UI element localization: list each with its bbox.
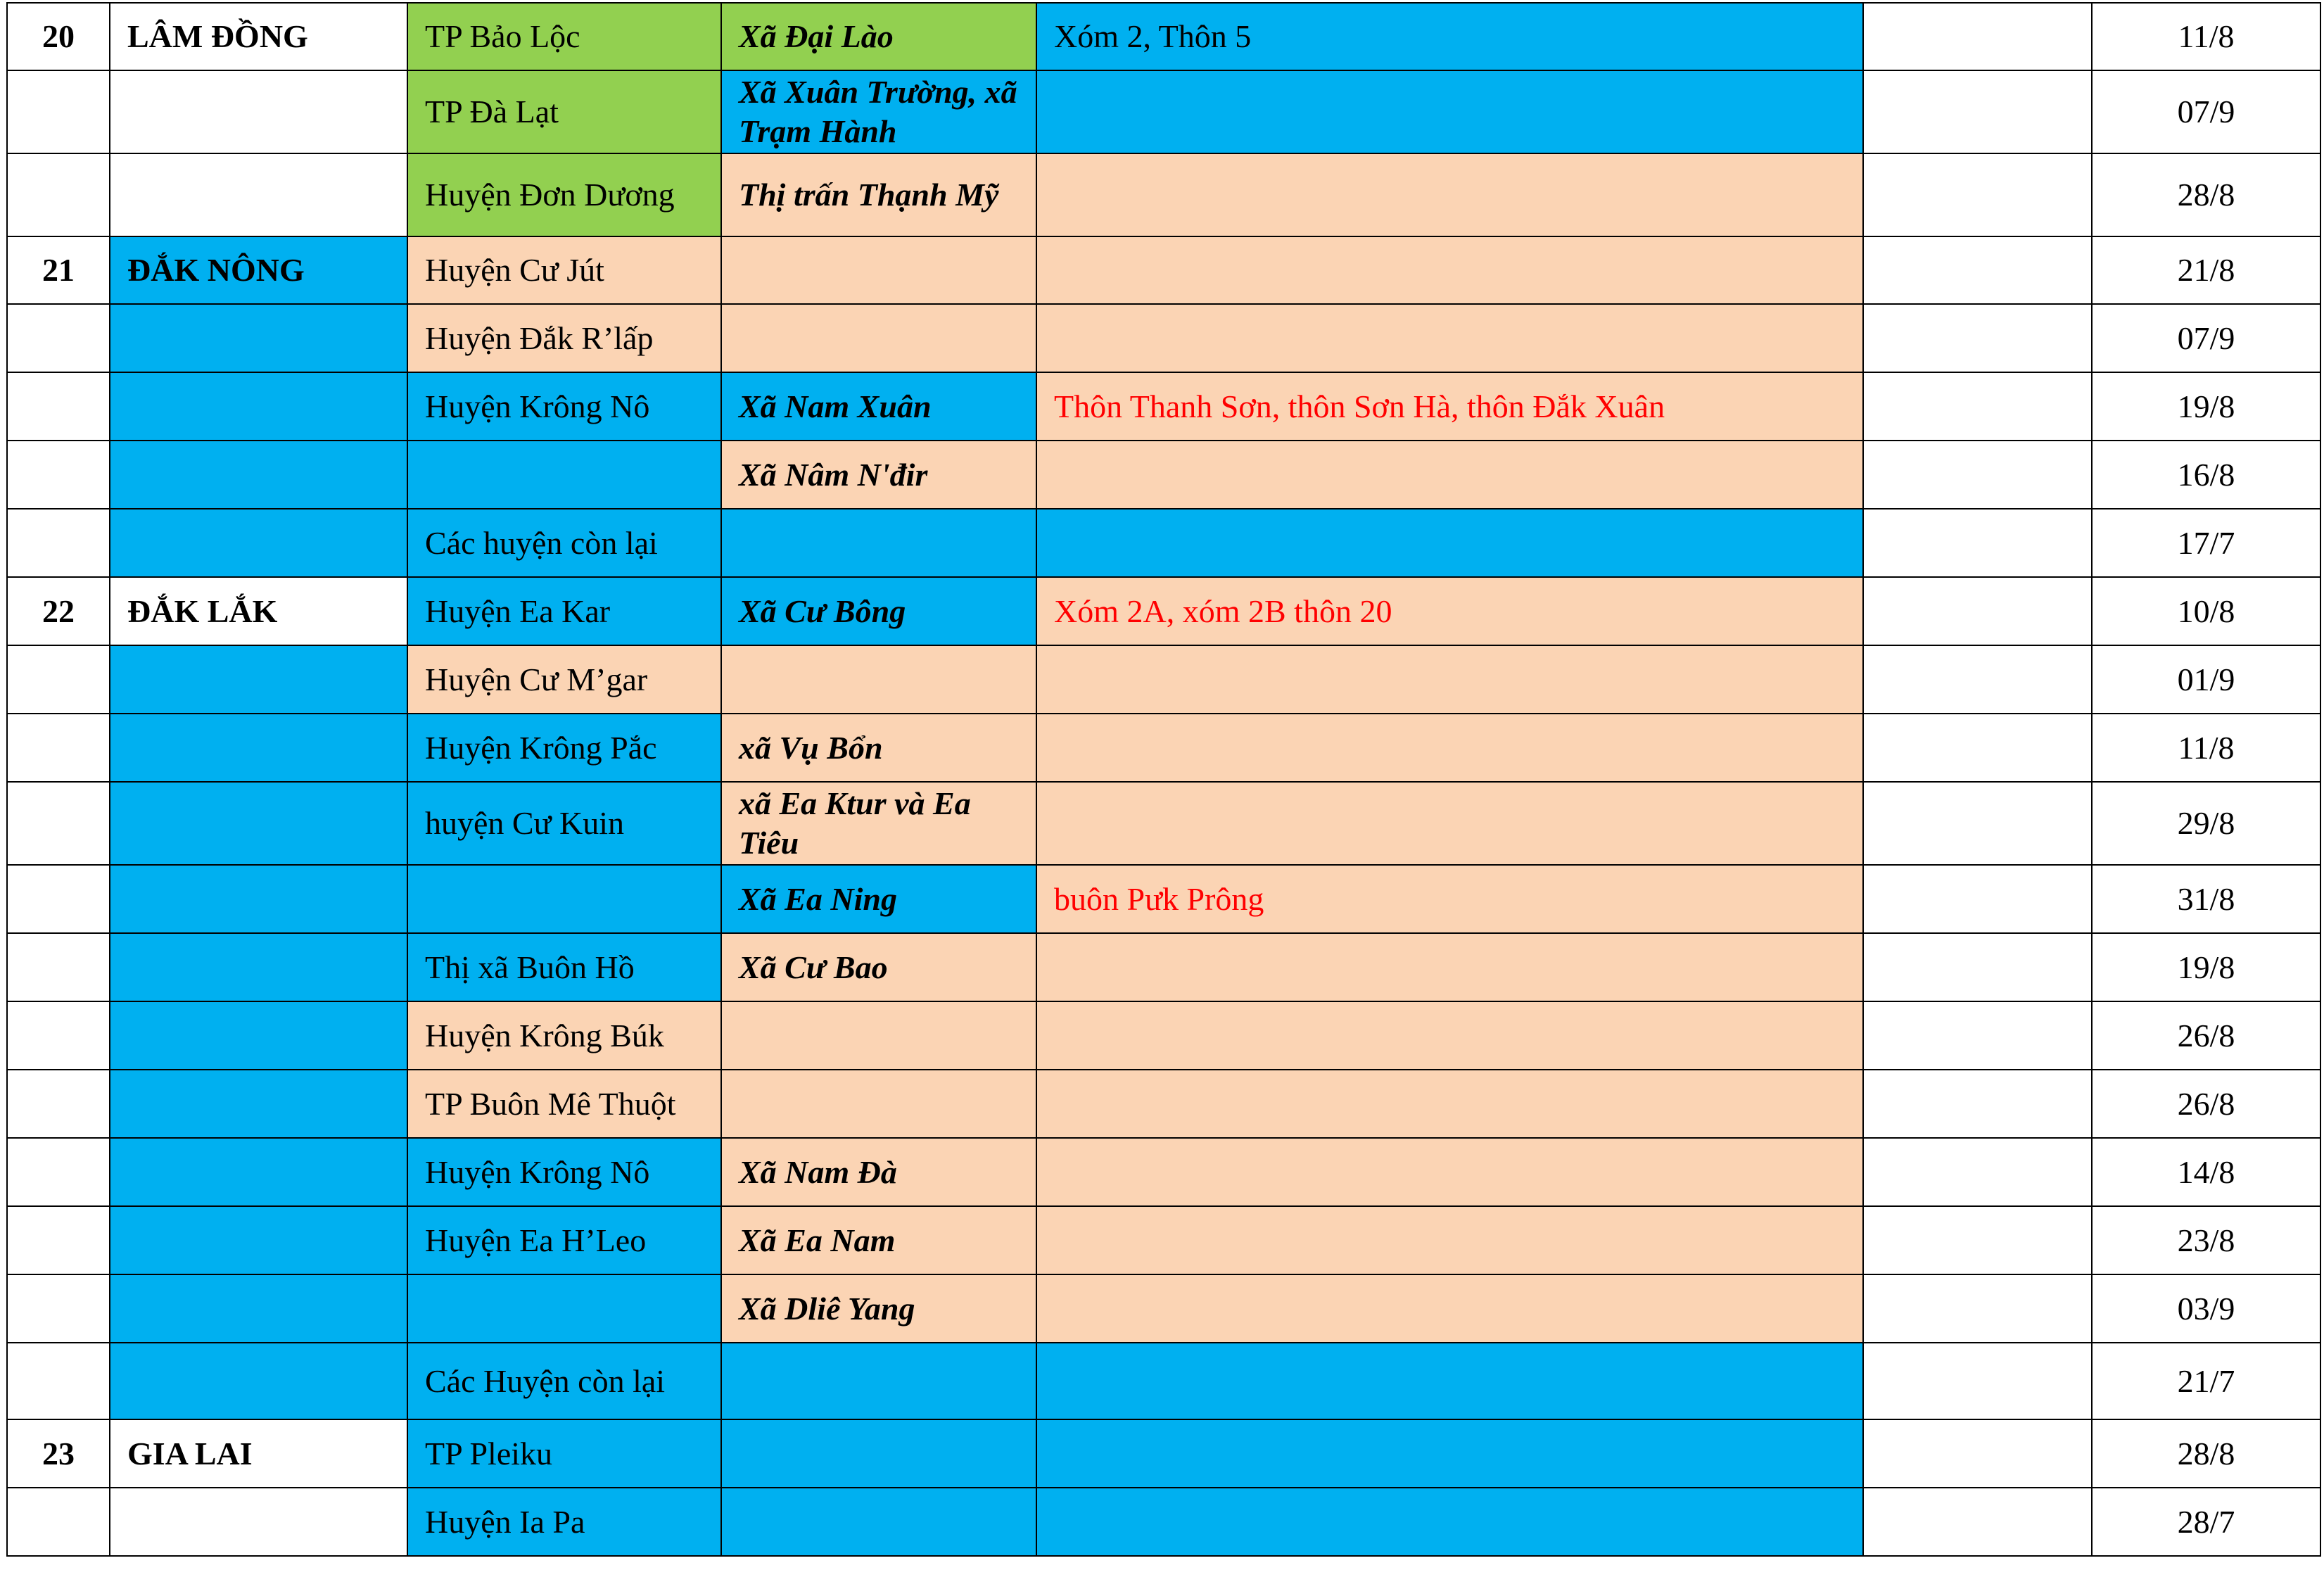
row-number xyxy=(7,372,110,441)
commune-cell xyxy=(721,1419,1036,1488)
detail-cell: Xóm 2, Thôn 5 xyxy=(1036,3,1863,70)
province-cell xyxy=(110,1206,407,1274)
district-cell: TP Đà Lạt xyxy=(407,70,721,153)
table-row xyxy=(7,1488,2320,1556)
date-cell: 14/8 xyxy=(2092,1138,2320,1206)
commune-cell xyxy=(721,1070,1036,1138)
date-cell: 07/9 xyxy=(2092,70,2320,153)
row-number xyxy=(7,509,110,577)
commune-cell: xã Ea Ktur và Ea Tiêu xyxy=(721,782,1036,865)
row-number xyxy=(7,1070,110,1138)
row-number: 22 xyxy=(7,577,110,645)
district-cell: TP Pleiku xyxy=(407,1419,721,1488)
province-cell xyxy=(110,1488,407,1556)
province-cell xyxy=(110,372,407,441)
date-cell: 26/8 xyxy=(2092,1070,2320,1138)
empty-cell xyxy=(1863,1001,2092,1070)
province-cell xyxy=(110,645,407,714)
detail-cell xyxy=(1036,153,1863,236)
detail-cell xyxy=(1036,441,1863,509)
table-row xyxy=(7,441,2320,509)
province-cell xyxy=(110,70,407,153)
table-body xyxy=(7,3,2320,1556)
commune-cell xyxy=(721,236,1036,304)
province-cell: ĐẮK NÔNG xyxy=(110,236,407,304)
commune-cell: Xã Ea Ning xyxy=(721,865,1036,933)
commune-cell xyxy=(721,304,1036,372)
commune-cell: Xã Cư Bao xyxy=(721,933,1036,1001)
empty-cell xyxy=(1863,1070,2092,1138)
empty-cell xyxy=(1863,714,2092,782)
empty-cell xyxy=(1863,1419,2092,1488)
province-cell xyxy=(110,1343,407,1419)
empty-cell xyxy=(1863,372,2092,441)
commune-cell xyxy=(721,1001,1036,1070)
row-number xyxy=(7,782,110,865)
table-row xyxy=(7,782,2320,865)
table-row xyxy=(7,577,2320,645)
commune-cell xyxy=(721,1488,1036,1556)
date-cell: 26/8 xyxy=(2092,1001,2320,1070)
date-cell: 28/7 xyxy=(2092,1488,2320,1556)
date-cell: 19/8 xyxy=(2092,933,2320,1001)
district-cell: Huyện Krông Nô xyxy=(407,372,721,441)
commune-cell: Xã Nam Đà xyxy=(721,1138,1036,1206)
row-number xyxy=(7,933,110,1001)
empty-cell xyxy=(1863,1206,2092,1274)
detail-cell xyxy=(1036,304,1863,372)
district-cell: Huyện Cư M’gar xyxy=(407,645,721,714)
district-cell: Các huyện còn lại xyxy=(407,509,721,577)
district-cell: TP Bảo Lộc xyxy=(407,3,721,70)
detail-cell xyxy=(1036,645,1863,714)
district-cell: Huyện Ea H’Leo xyxy=(407,1206,721,1274)
commune-cell xyxy=(721,509,1036,577)
row-number xyxy=(7,1138,110,1206)
province-cell xyxy=(110,1274,407,1343)
district-cell: Huyện Đắk R’lấp xyxy=(407,304,721,372)
detail-cell xyxy=(1036,509,1863,577)
commune-cell: Xã Cư Bông xyxy=(721,577,1036,645)
district-cell xyxy=(407,865,721,933)
province-cell xyxy=(110,1001,407,1070)
empty-cell xyxy=(1863,645,2092,714)
row-number xyxy=(7,1343,110,1419)
row-number: 23 xyxy=(7,1419,110,1488)
district-cell: Huyện Ia Pa xyxy=(407,1488,721,1556)
table-row xyxy=(7,714,2320,782)
empty-cell xyxy=(1863,509,2092,577)
empty-cell xyxy=(1863,304,2092,372)
table-row xyxy=(7,1343,2320,1419)
row-number xyxy=(7,70,110,153)
table-row xyxy=(7,236,2320,304)
row-number xyxy=(7,1206,110,1274)
date-cell: 10/8 xyxy=(2092,577,2320,645)
detail-cell xyxy=(1036,782,1863,865)
detail-cell xyxy=(1036,1001,1863,1070)
commune-cell: xã Vụ Bổn xyxy=(721,714,1036,782)
row-number xyxy=(7,304,110,372)
commune-cell: Xã Đại Lào xyxy=(721,3,1036,70)
table-row xyxy=(7,1138,2320,1206)
empty-cell xyxy=(1863,865,2092,933)
detail-cell xyxy=(1036,1274,1863,1343)
district-cell xyxy=(407,1274,721,1343)
commune-cell: Xã Nam Xuân xyxy=(721,372,1036,441)
empty-cell xyxy=(1863,1138,2092,1206)
empty-cell xyxy=(1863,3,2092,70)
province-cell xyxy=(110,1138,407,1206)
detail-cell xyxy=(1036,1419,1863,1488)
table-row xyxy=(7,1070,2320,1138)
detail-cell xyxy=(1036,1488,1863,1556)
empty-cell xyxy=(1863,577,2092,645)
date-cell: 31/8 xyxy=(2092,865,2320,933)
commune-cell: Xã Ea Nam xyxy=(721,1206,1036,1274)
district-cell: Huyện Krông Búk xyxy=(407,1001,721,1070)
detail-cell xyxy=(1036,236,1863,304)
table-row xyxy=(7,865,2320,933)
empty-cell xyxy=(1863,1343,2092,1419)
commune-cell: Xã Dliê Yang xyxy=(721,1274,1036,1343)
detail-cell: Xóm 2A, xóm 2B thôn 20 xyxy=(1036,577,1863,645)
empty-cell xyxy=(1863,782,2092,865)
province-cell: GIA LAI xyxy=(110,1419,407,1488)
province-cell xyxy=(110,509,407,577)
date-cell: 28/8 xyxy=(2092,153,2320,236)
empty-cell xyxy=(1863,933,2092,1001)
date-cell: 07/9 xyxy=(2092,304,2320,372)
province-cell xyxy=(110,714,407,782)
date-cell: 16/8 xyxy=(2092,441,2320,509)
detail-cell xyxy=(1036,1138,1863,1206)
detail-cell: buôn Pưk Prông xyxy=(1036,865,1863,933)
district-cell: Thị xã Buôn Hồ xyxy=(407,933,721,1001)
commune-cell: Thị trấn Thạnh Mỹ xyxy=(721,153,1036,236)
empty-cell xyxy=(1863,441,2092,509)
province-cell xyxy=(110,441,407,509)
row-number: 20 xyxy=(7,3,110,70)
district-cell xyxy=(407,441,721,509)
date-cell: 01/9 xyxy=(2092,645,2320,714)
table-row xyxy=(7,509,2320,577)
detail-cell xyxy=(1036,1343,1863,1419)
row-number xyxy=(7,153,110,236)
date-cell: 23/8 xyxy=(2092,1206,2320,1274)
district-cell: TP Buôn Mê Thuột xyxy=(407,1070,721,1138)
empty-cell xyxy=(1863,236,2092,304)
table-row xyxy=(7,1001,2320,1070)
detail-cell xyxy=(1036,70,1863,153)
date-cell: 21/8 xyxy=(2092,236,2320,304)
row-number: 21 xyxy=(7,236,110,304)
table-row xyxy=(7,3,2320,70)
table-row xyxy=(7,304,2320,372)
date-cell: 28/8 xyxy=(2092,1419,2320,1488)
detail-cell xyxy=(1036,1206,1863,1274)
table-row xyxy=(7,645,2320,714)
detail-cell xyxy=(1036,714,1863,782)
district-cell: Các Huyện còn lại xyxy=(407,1343,721,1419)
province-cell xyxy=(110,933,407,1001)
district-cell: Huyện Krông Pắc xyxy=(407,714,721,782)
commune-cell: Xã Nâm N'đir xyxy=(721,441,1036,509)
district-cell: Huyện Đơn Dương xyxy=(407,153,721,236)
district-cell: huyện Cư Kuin xyxy=(407,782,721,865)
empty-cell xyxy=(1863,70,2092,153)
date-cell: 17/7 xyxy=(2092,509,2320,577)
table-row xyxy=(7,933,2320,1001)
date-cell: 03/9 xyxy=(2092,1274,2320,1343)
detail-cell: Thôn Thanh Sơn, thôn Sơn Hà, thôn Đắk Xuân xyxy=(1036,372,1863,441)
row-number xyxy=(7,1488,110,1556)
row-number xyxy=(7,1001,110,1070)
zone-table xyxy=(6,2,2321,1557)
row-number xyxy=(7,441,110,509)
commune-cell: Xã Xuân Trường, xã Trạm Hành xyxy=(721,70,1036,153)
detail-cell xyxy=(1036,1070,1863,1138)
district-cell: Huyện Krông Nô xyxy=(407,1138,721,1206)
commune-cell xyxy=(721,645,1036,714)
commune-cell xyxy=(721,1343,1036,1419)
date-cell: 29/8 xyxy=(2092,782,2320,865)
table-row xyxy=(7,372,2320,441)
date-cell: 11/8 xyxy=(2092,3,2320,70)
district-cell: Huyện Cư Jút xyxy=(407,236,721,304)
date-cell: 11/8 xyxy=(2092,714,2320,782)
table-row xyxy=(7,70,2320,153)
date-cell: 19/8 xyxy=(2092,372,2320,441)
province-cell xyxy=(110,153,407,236)
empty-cell xyxy=(1863,153,2092,236)
row-number xyxy=(7,714,110,782)
detail-cell xyxy=(1036,933,1863,1001)
province-cell: LÂM ĐỒNG xyxy=(110,3,407,70)
empty-cell xyxy=(1863,1274,2092,1343)
table-row xyxy=(7,1419,2320,1488)
empty-cell xyxy=(1863,1488,2092,1556)
date-cell: 21/7 xyxy=(2092,1343,2320,1419)
table-row xyxy=(7,1274,2320,1343)
province-cell xyxy=(110,865,407,933)
district-cell: Huyện Ea Kar xyxy=(407,577,721,645)
province-cell xyxy=(110,782,407,865)
row-number xyxy=(7,1274,110,1343)
province-cell xyxy=(110,1070,407,1138)
province-cell xyxy=(110,304,407,372)
row-number xyxy=(7,865,110,933)
row-number xyxy=(7,645,110,714)
table-row xyxy=(7,153,2320,236)
table-row xyxy=(7,1206,2320,1274)
province-cell: ĐẮK LẮK xyxy=(110,577,407,645)
